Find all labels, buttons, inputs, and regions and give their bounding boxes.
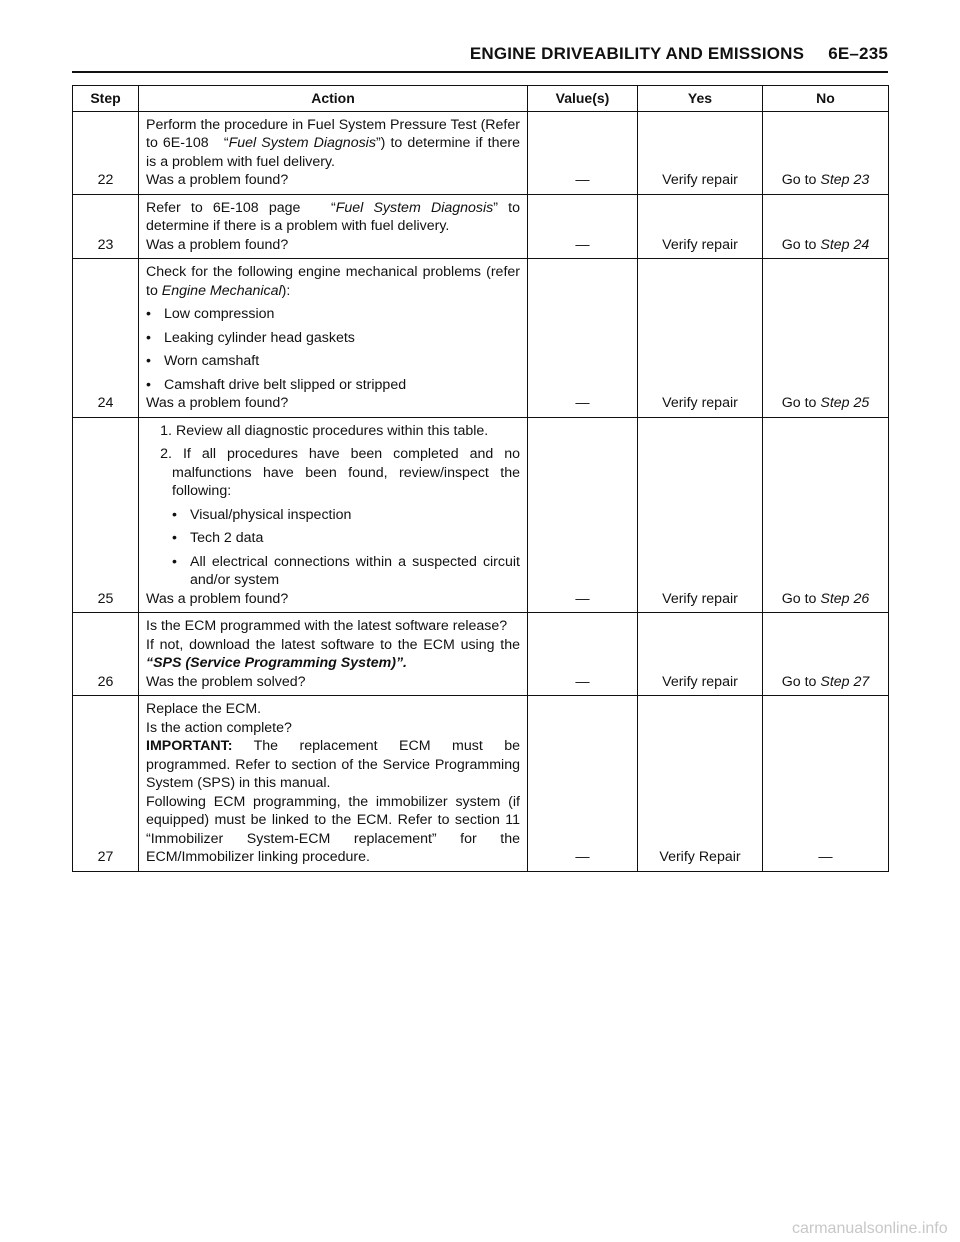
yes-cell: Verify repair: [638, 417, 763, 613]
col-header-step: Step: [73, 86, 139, 112]
header-rule: [72, 71, 888, 73]
action-cell: Perform the procedure in Fuel System Pressure Test (Refer to 6E-108 “Fuel System Diagnosis”) to determine if there is a problem with fuel delivery. Was a problem found?: [139, 111, 528, 194]
question: Was a problem found?: [146, 236, 289, 253]
table-row: [73, 696, 889, 872]
step-number: 23: [73, 194, 139, 259]
table-row: [73, 417, 889, 613]
bullet-icon: •: [172, 506, 177, 523]
yes-cell: Verify repair: [638, 259, 763, 418]
step-number: 26: [73, 613, 139, 696]
col-header-action: Action: [139, 86, 528, 112]
action-cell: Check for the following engine mechanical problems (refer to Engine Mechanical): • Low compression • Leaking cylinder head gaskets • Worn camshaft • Camshaft drive belt slipped or stripped Was a problem found?: [139, 259, 528, 418]
step-number: 25: [73, 417, 139, 613]
value-cell: —: [528, 111, 638, 194]
yes-cell: Verify Repair: [638, 696, 763, 872]
value-cell: —: [528, 696, 638, 872]
bullet-icon: •: [146, 306, 151, 322]
watermark: carmanualsonline.info: [792, 1220, 948, 1237]
no-cell: Go to Step 27: [763, 613, 889, 696]
no-cell: Go to Step 26: [763, 417, 889, 613]
table-row: [73, 259, 889, 418]
yes-cell: Verify repair: [638, 194, 763, 259]
bullet-icon: •: [146, 329, 151, 346]
list-item: • Tech 2 data: [172, 530, 264, 546]
page-header: [72, 44, 888, 70]
diagnostic-table: [72, 85, 889, 872]
table-row: [73, 194, 889, 259]
list-item: • Camshaft drive belt slipped or stripped: [146, 376, 407, 393]
value-cell: —: [528, 417, 638, 613]
list-item: 1. Review all diagnostic procedures within this table.: [160, 422, 489, 439]
step-link: Step 26: [820, 590, 870, 607]
no-cell: Go to Step 24: [763, 194, 889, 259]
col-header-yes: Yes: [638, 86, 763, 112]
value-cell: —: [528, 194, 638, 259]
list-item: • Worn camshaft: [146, 353, 260, 369]
table-row: [73, 111, 889, 194]
bullet-icon: •: [146, 376, 151, 393]
list-item: • Leaking cylinder head gaskets: [146, 329, 355, 346]
question: Was a problem found?: [146, 172, 289, 188]
list-item: • Visual/physical inspection: [172, 506, 352, 523]
action-cell: Replace the ECM. Is the action complete? IMPORTANT: The replacement ECM must be programmed. Refer to section of the Service Programming System (SPS) in this manual. Following ECM programming, the immobilizer system (if equipped) must be linked to the ECM. Refer to section 11 “Immobilizer System-ECM replacement” for the ECM/Immobilizer linking procedure.: [139, 696, 528, 872]
action-cell: Refer to 6E-108 page “Fuel System Diagnosis” to determine if there is a problem with fuel delivery. Was a problem found?: [139, 194, 528, 259]
bullet-icon: •: [172, 553, 177, 570]
list-item: • Low compression: [146, 306, 275, 322]
bullet-icon: •: [146, 353, 151, 369]
important-label: IMPORTANT:: [146, 738, 233, 754]
step-link: Step 25: [820, 395, 870, 411]
no-cell: Go to Step 25: [763, 259, 889, 418]
no-cell: —: [763, 696, 889, 872]
no-cell: Go to Step 23: [763, 111, 889, 194]
value-cell: —: [528, 259, 638, 418]
table-header-row: [73, 86, 889, 112]
value-cell: —: [528, 613, 638, 696]
list-item: • All electrical connections within a suspected circuit and/or system: [172, 553, 520, 588]
action-cell: [139, 417, 528, 613]
yes-cell: Verify repair: [638, 613, 763, 696]
table-row: [73, 613, 889, 696]
list-item: 2. If all procedures have been completed and no malfunctions have been found, review/inspect the following:: [160, 446, 520, 499]
step-number: 24: [73, 259, 139, 418]
question: Was a problem found?: [146, 395, 289, 411]
step-number: 27: [73, 696, 139, 872]
step-link: Step 23: [820, 172, 870, 188]
step-number: 22: [73, 111, 139, 194]
yes-cell: Verify repair: [638, 111, 763, 194]
col-header-values: Value(s): [528, 86, 638, 112]
action-cell: Is the ECM programmed with the latest software release? If not, download the latest software to the ECM using the “SPS (Service Programming System)”. Was the problem solved?: [139, 613, 528, 696]
step-link: Step 24: [820, 236, 870, 253]
section-title: ENGINE DRIVEABILITY AND EMISSIONS: [469, 44, 805, 63]
page-number: 6E–235: [828, 44, 888, 63]
question: Was a problem found?: [146, 590, 289, 607]
col-header-no: No: [763, 86, 889, 112]
step-link: Step 27: [820, 673, 870, 690]
question: Was the problem solved?: [146, 673, 306, 690]
bullet-icon: •: [172, 530, 177, 546]
